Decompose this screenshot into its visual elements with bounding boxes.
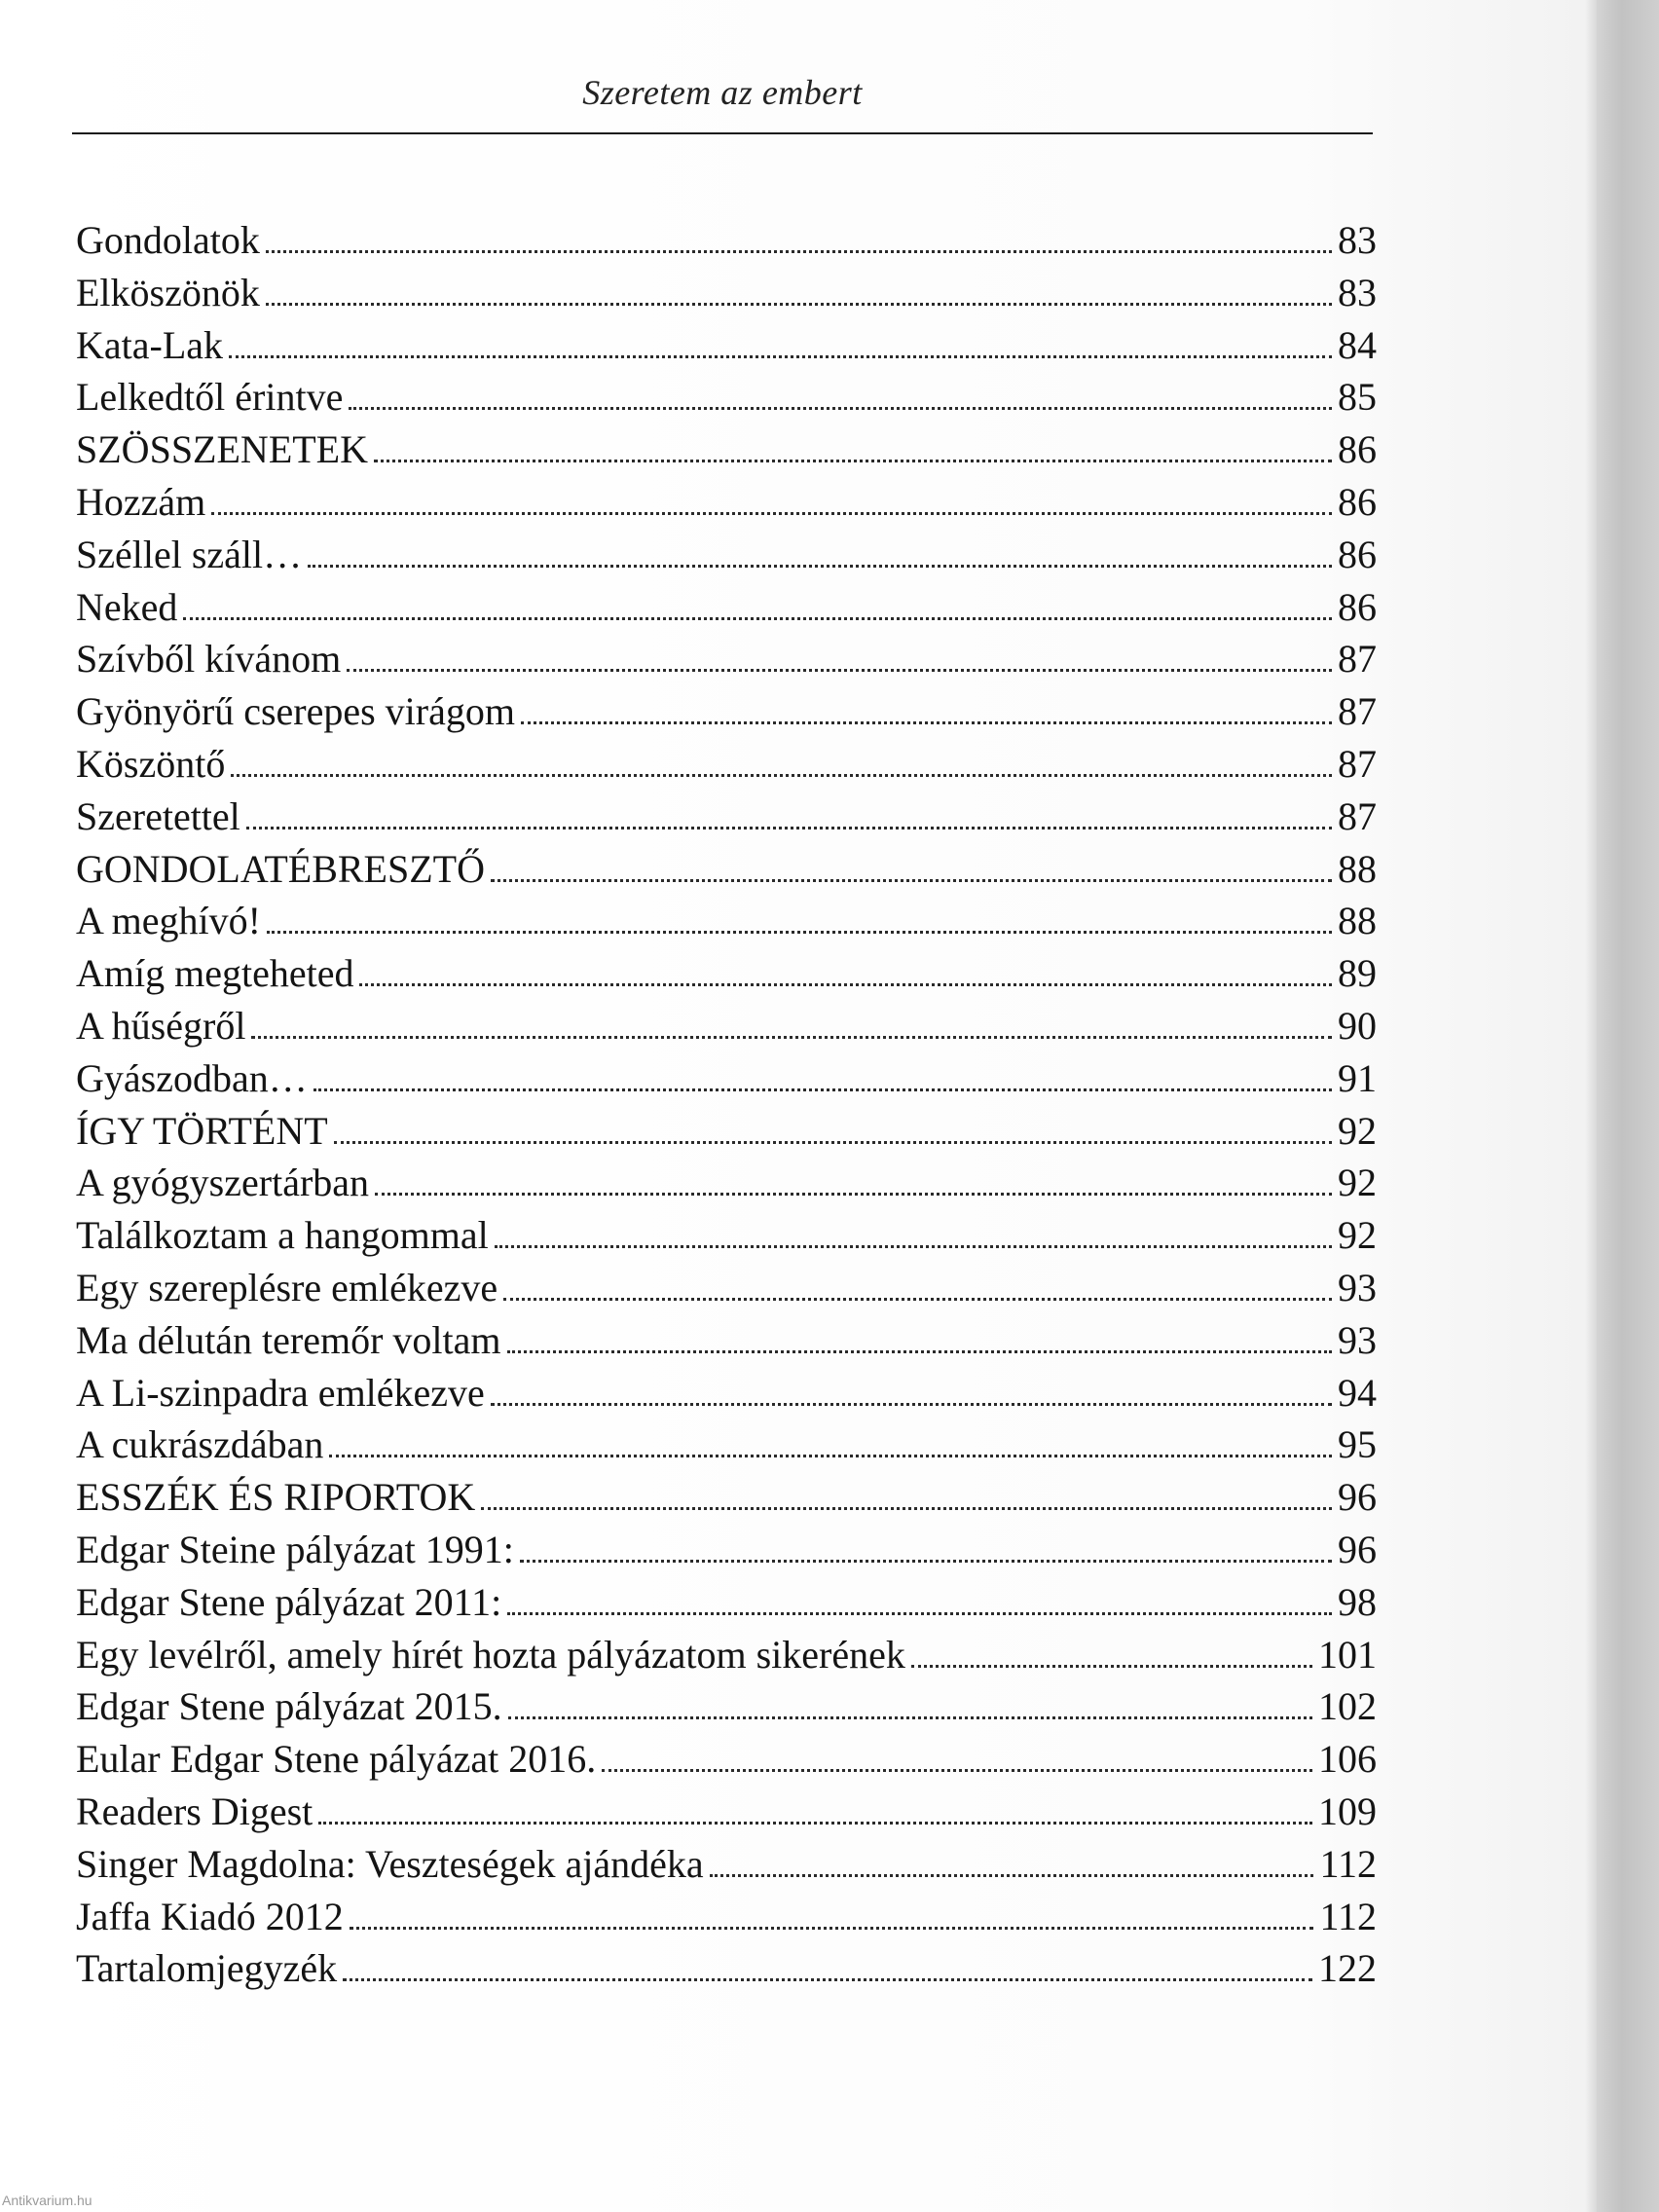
toc-dot-leader [229,355,1332,358]
toc-entry [76,1733,1377,1786]
toc-dot-leader [503,1298,1332,1301]
toc-entry-page-number: 109 [1318,1788,1377,1833]
toc-dot-leader [911,1665,1312,1668]
toc-entry-title: Egy szereplésre emlékezve [76,1265,498,1309]
toc-entry [76,581,1377,634]
toc-entry-title: A hűségről [76,1003,246,1048]
toc-entry [76,895,1377,947]
toc-dot-leader [308,565,1332,568]
toc-entry-title: Eular Edgar Stene pályázat 2016. [76,1737,597,1782]
toc-entry [76,738,1377,791]
toc-entry-title: Kata-Lak [76,322,224,367]
toc-dot-leader [183,617,1332,620]
toc-dot-leader [349,407,1332,410]
toc-entry-page-number: 92 [1338,1213,1377,1258]
toc-entry [76,1576,1377,1629]
toc-entry-title: A Li-szinpadra emlékezve [76,1370,485,1415]
toc-entry-page-number: 96 [1338,1475,1377,1520]
toc-entry [76,843,1377,896]
toc-entry [76,1419,1377,1471]
toc-dot-leader [507,1350,1332,1353]
toc-entry-page-number: 86 [1338,479,1377,524]
toc-entry-title: Egy levélről, amely hírét hozta pályázatom sikerének [76,1632,905,1677]
toc-entry [76,1524,1377,1576]
toc-entry [76,1471,1377,1524]
toc-entry-title: Singer Magdolna: Veszteségek ajándéka [76,1841,704,1886]
toc-dot-leader [491,879,1332,882]
toc-entry-title: Lelkedtől érintve [76,375,344,420]
adjacent-page-edge [1597,0,1659,2212]
toc-dot-leader [491,1403,1332,1406]
toc-entry-page-number: 88 [1338,899,1377,943]
toc-entry-page-number: 93 [1338,1265,1377,1309]
toc-dot-leader [211,512,1332,515]
toc-entry-page-number: 92 [1338,1108,1377,1153]
toc-dot-leader [246,827,1332,830]
toc-dot-leader [374,460,1332,462]
toc-entry-title: Edgar Steine pályázat 1991: [76,1527,514,1571]
toc-entry [76,791,1377,843]
toc-entry [76,1157,1377,1209]
toc-entry [76,1314,1377,1367]
toc-entry-page-number: 84 [1338,322,1377,367]
toc-entry [76,1680,1377,1733]
toc-entry-title: Gondolatok [76,218,260,262]
toc-entry-title: Szeretettel [76,793,240,838]
toc-entry-title: Edgar Stene pályázat 2015. [76,1684,502,1729]
toc-entry [76,319,1377,372]
toc-entry [76,1367,1377,1419]
toc-dot-leader [313,1088,1332,1091]
toc-entry-page-number: 91 [1338,1055,1377,1100]
toc-entry-page-number: 102 [1318,1684,1377,1729]
running-head-title: Szeretem az embert [582,73,863,112]
toc-entry [76,1000,1377,1052]
toc-entry-title: Edgar Stene pályázat 2011: [76,1579,502,1624]
toc-entry-page-number: 112 [1319,1841,1377,1886]
toc-entry-title: Köszöntő [76,741,226,786]
toc-entry-title: A gyógyszertárban [76,1161,370,1205]
toc-entry-title: Readers Digest [76,1788,313,1833]
toc-entry-title: Tartalomjegyzék [76,1946,338,1991]
toc-entry-page-number: 87 [1338,637,1377,682]
toc-dot-leader [350,1927,1314,1930]
toc-entry-title: Elköszönök [76,270,260,314]
toc-entry-page-number: 122 [1318,1946,1377,1991]
watermark: Antikvarium.hu [2,2193,92,2208]
toc-entry [76,476,1377,529]
toc-dot-leader [266,303,1332,306]
header-rule [72,132,1373,134]
toc-entry-page-number: 86 [1338,427,1377,472]
toc-entry [76,1891,1377,1943]
toc-entry [76,1105,1377,1158]
toc-entry [76,267,1377,319]
toc-entry-title: A cukrászdában [76,1422,324,1467]
toc-entry-page-number: 85 [1338,375,1377,420]
toc-dot-leader [375,1193,1332,1196]
toc-entry [76,1052,1377,1105]
toc-dot-leader [508,1716,1312,1719]
toc-dot-leader [267,931,1332,934]
toc-entry [76,1629,1377,1681]
toc-entry [76,529,1377,581]
toc-dot-leader [710,1874,1314,1877]
toc-dot-leader [602,1769,1312,1772]
toc-entry-title: ÍGY TÖRTÉNT [76,1108,328,1153]
toc-dot-leader [329,1455,1332,1457]
toc-dot-leader [347,669,1332,672]
toc-entry [76,685,1377,738]
toc-entry-page-number: 87 [1338,689,1377,734]
toc-entry-title: Találkoztam a hangommal [76,1213,489,1258]
toc-dot-leader [359,983,1332,986]
toc-dot-leader [520,1560,1332,1563]
toc-entry [76,1209,1377,1262]
toc-entry-page-number: 94 [1338,1370,1377,1415]
toc-dot-leader [343,1978,1312,1981]
toc-dot-leader [481,1507,1332,1510]
toc-entry-title: Szívből kívánom [76,637,342,682]
toc-entry [76,1786,1377,1838]
toc-entry-page-number: 96 [1338,1527,1377,1571]
toc-entry [76,424,1377,476]
toc-entry [76,947,1377,1000]
toc-entry-page-number: 106 [1318,1737,1377,1782]
toc-entry-page-number: 98 [1338,1579,1377,1624]
toc-dot-leader [266,250,1332,253]
toc-entry-title: Gyönyörű cserepes virágom [76,689,515,734]
toc-entry-title: Gyászodban… [76,1055,308,1100]
toc-entry [76,1262,1377,1314]
toc-entry-page-number: 89 [1338,951,1377,996]
toc-entry-page-number: 83 [1338,270,1377,314]
toc-entry-title: Jaffa Kiadó 2012 [76,1894,344,1938]
toc-entry-title: Hozzám [76,479,206,524]
toc-entry [76,633,1377,685]
toc-entry-title: ESSZÉK ÉS RIPORTOK [76,1475,476,1520]
toc-dot-leader [334,1141,1332,1144]
toc-entry-page-number: 87 [1338,793,1377,838]
toc-entry-page-number: 83 [1338,218,1377,262]
toc-dot-leader [495,1245,1332,1248]
toc-entry [76,371,1377,424]
toc-entry-title: A meghívó! [76,899,261,943]
table-of-contents [76,214,1377,1995]
toc-entry [76,214,1377,267]
toc-dot-leader [251,1036,1332,1039]
toc-entry-page-number: 86 [1338,532,1377,576]
toc-entry-page-number: 95 [1338,1422,1377,1467]
toc-dot-leader [507,1612,1332,1615]
toc-entry-page-number: 112 [1319,1894,1377,1938]
toc-entry-page-number: 88 [1338,846,1377,891]
toc-entry-page-number: 87 [1338,741,1377,786]
toc-entry-title: Széllel száll… [76,532,303,576]
toc-entry-page-number: 86 [1338,584,1377,629]
toc-entry-page-number: 92 [1338,1161,1377,1205]
toc-dot-leader [521,721,1332,724]
toc-entry [76,1942,1377,1995]
toc-entry [76,1838,1377,1891]
toc-entry-page-number: 90 [1338,1003,1377,1048]
toc-entry-title: Amíg megteheted [76,951,354,996]
toc-entry-title: Neked [76,584,178,629]
toc-entry-title: GONDOLATÉBRESZTŐ [76,846,485,891]
toc-entry-title: Ma délután teremőr voltam [76,1317,501,1362]
toc-entry-title: SZÖSSZENETEK [76,427,368,472]
toc-dot-leader [231,774,1332,777]
toc-dot-leader [318,1822,1312,1825]
toc-entry-page-number: 93 [1338,1317,1377,1362]
toc-entry-page-number: 101 [1318,1632,1377,1677]
